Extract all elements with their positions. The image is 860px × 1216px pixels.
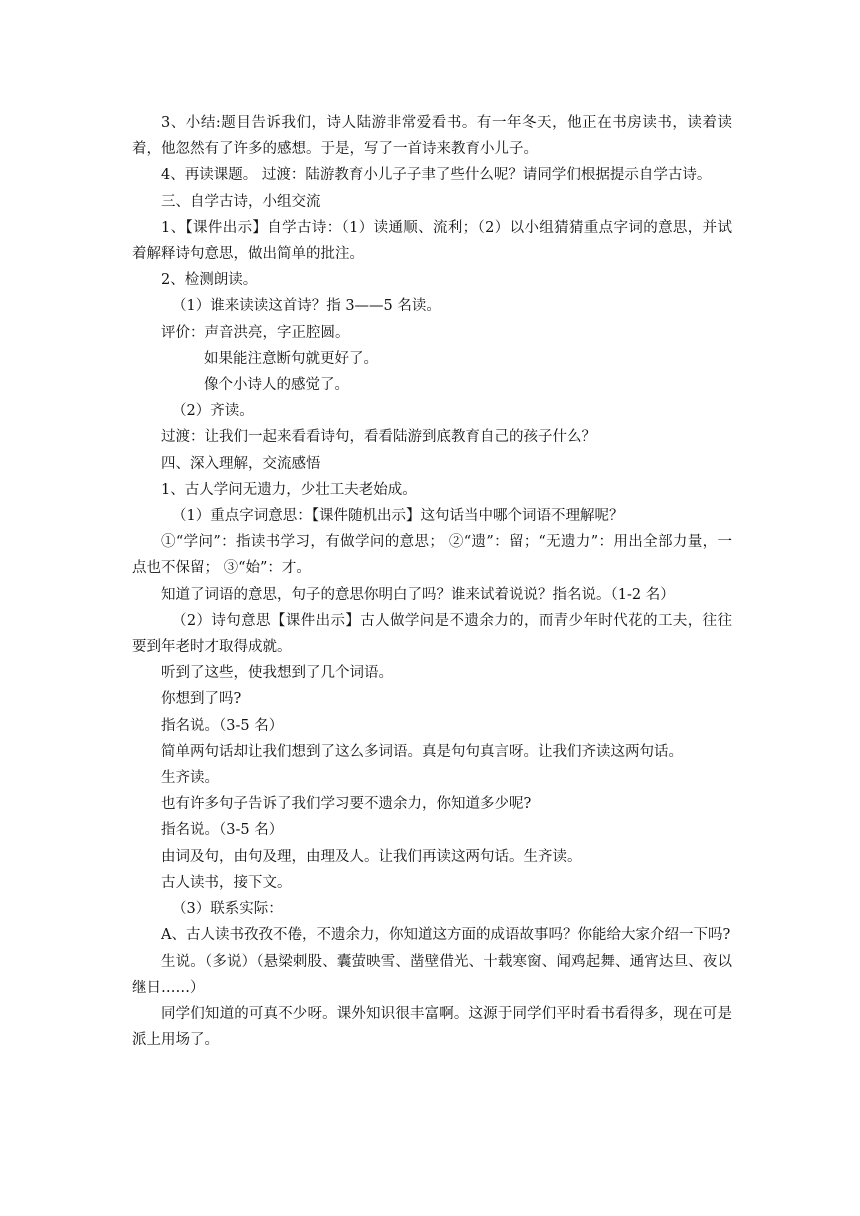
- paragraph: 你想到了吗?: [161, 691, 242, 708]
- paragraph: 生说。（多说）（悬梁刺股、囊萤映雪、凿壁借光、十载寒窗、闻鸡起舞、通宵达旦、夜以继日……）: [132, 953, 732, 996]
- paragraph: 2、检测朗读。: [161, 272, 258, 289]
- paragraph: 过渡：让我们一起来看看诗句，看看陆游到底教育自己的孩子什么？: [161, 429, 596, 446]
- paragraph: 评价：声音洪亮，字正腔圆。: [161, 324, 350, 341]
- paragraph: 听到了这些，使我想到了几个词语。: [161, 665, 393, 682]
- paragraph: 1、古人学问无遗力，少壮工夫老始成。: [161, 481, 417, 498]
- paragraph: 3、小结:题目告诉我们，诗人陆游非常爱看书。有一年冬天，他正在书房读书，读着读着，他忽然有了许多的感想。于是，写了一首诗来教育小儿子。: [132, 115, 732, 158]
- paragraph: A、古人读书孜孜不倦，不遗余力，你知道这方面的成语故事吗？你能给大家介绍一下吗?: [161, 927, 731, 944]
- paragraph: 也有许多句子告诉了我们学习要不遗余力，你知道多少呢?: [161, 796, 532, 813]
- paragraph: 知道了词语的意思，句子的意思你明白了吗？谁来试着说说？指名说。（1-2 名）: [161, 586, 675, 603]
- document-body: [132, 110, 732, 1053]
- paragraph: ①“学问”：指读书学习，有做学问的意思； ②“遗”：留；“无遗力”：用出全部力量，一点也不保留； ③“始”：才。: [132, 534, 732, 577]
- paragraph: 生齐读。: [161, 770, 219, 787]
- paragraph: 如果能注意断句就更好了。: [204, 350, 378, 367]
- paragraph: （1）谁来读读这首诗？指 3——5 名读。: [172, 298, 441, 315]
- paragraph: 简单两句话却让我们想到了这么多词语。真是句句真言呀。让我们齐读这两句话。: [161, 743, 683, 760]
- paragraph: （1）重点字词意思：【课件随机出示】这句话当中哪个词语不理解呢？: [172, 508, 624, 525]
- paragraph: 像个小诗人的感觉了。: [204, 377, 349, 394]
- paragraph: （2）齐读。: [172, 403, 254, 420]
- paragraph: 指名说。（3-5 名）: [161, 822, 284, 839]
- paragraph: （2）诗句意思【课件出示】古人做学问是不遗余力的，而青少年时代花的工夫，往往要到年老时才取得成就。: [132, 612, 732, 656]
- paragraph: 4、再读课题。 过渡：陆游教育小儿子子聿了些什么呢？请同学们根据提示自学古诗。: [161, 167, 712, 184]
- paragraph: （3）联系实际：: [172, 901, 283, 918]
- paragraph: 1、【课件出示】自学古诗：（1）读通顺、流利；（2）以小组猜猜重点字词的意思，并试着解释诗句意思，做出简单的批注。: [132, 219, 732, 263]
- paragraph: 四、深入理解，交流感悟: [161, 455, 321, 472]
- paragraph: 古人读书，接下文。: [161, 874, 292, 891]
- paragraph: 三、自学古诗，小组交流: [161, 193, 321, 210]
- paragraph: 同学们知道的可真不少呀。课外知识很丰富啊。这源于同学们平时看书看得多，现在可是派上用场了。: [132, 1005, 732, 1049]
- paragraph: 指名说。（3-5 名）: [161, 717, 284, 734]
- paragraph: 由词及句，由句及理，由理及人。让我们再读这两句话。生齐读。: [161, 848, 582, 865]
